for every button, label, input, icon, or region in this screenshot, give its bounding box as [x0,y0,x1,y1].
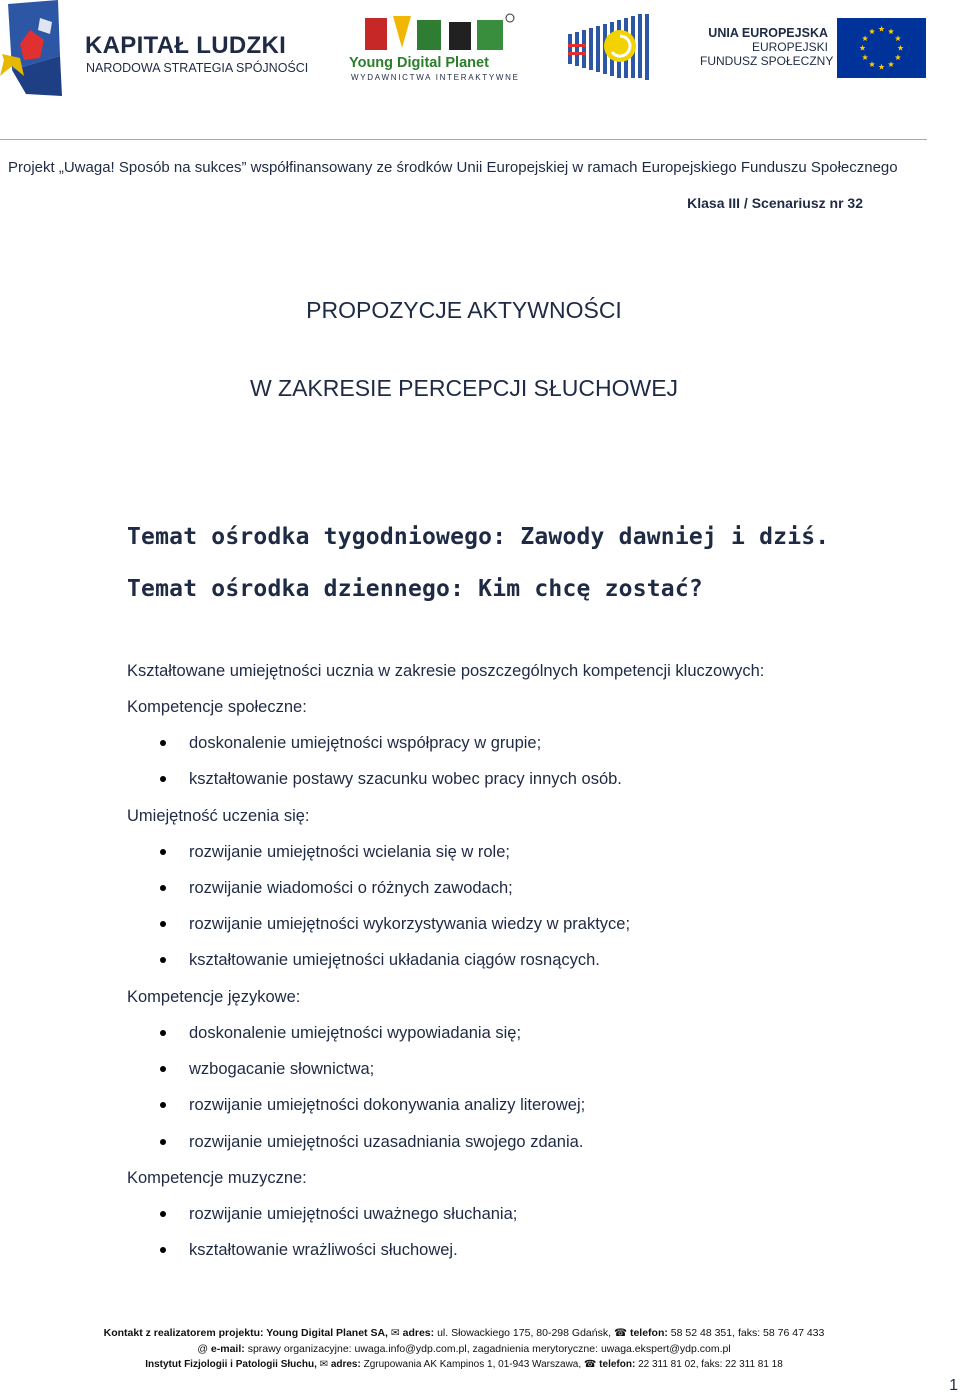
bullet-icon [160,957,166,963]
eu-title: UNIA EUROPEJSKA [708,26,828,40]
envelope-icon: ✉ [390,1327,400,1339]
list-item-text: rozwijanie wiadomości o różnych zawodach; [189,878,513,897]
list-item [127,876,887,912]
footer-institute-address: Zgrupowania AK Kampinos 1, 01-943 Warszawa, [363,1359,582,1370]
footer-institute-phone-label: telefon: [599,1359,636,1370]
bullet-icon [160,1139,166,1145]
bullet-icon [160,1247,166,1253]
list-item [127,1202,887,1238]
bullet-icon [160,740,166,746]
section-social [127,695,887,804]
list-item-text: rozwijanie umiejętności wcielania się w role; [189,842,510,861]
footer-contact-line [0,1327,928,1339]
section-language [127,985,887,1166]
list-item [127,1238,887,1274]
list-item [127,948,887,984]
page-title-line2: W ZAKRESIE PERCEPCJI SŁUCHOWEJ [249,375,679,401]
eu-fund-line1: EUROPEJSKI [751,40,828,54]
ydp-name: Young Digital Planet [349,55,489,71]
at-icon: @ [197,1343,208,1355]
bullet-icon [160,1030,166,1036]
ear-logo-icon [566,14,652,80]
list-item-text: rozwijanie umiejętności wykorzystywania wiedzy w praktyce; [189,915,631,934]
kapital-ludzki-subtitle: NARODOWA STRATEGIA SPÓJNOŚCI [86,61,309,75]
list-item-text: wzbogacanie słownictwa; [189,1060,375,1079]
bullet-list [127,840,887,985]
competencies-body [127,659,887,1275]
footer-institute-label: Instytut Fizjologii i Patologii Słuchu, [145,1359,317,1370]
bullet-icon [160,1211,166,1217]
bullet-list [127,1202,887,1275]
bullet-list [127,1021,887,1166]
footer-email-label: e-mail: [210,1343,245,1355]
section-heading: Umiejętność uczenia się: [127,806,310,825]
phone-icon: ☎ [583,1359,597,1370]
envelope-icon: ✉ [319,1359,329,1370]
footer-email: sprawy organizacyjne: uwaga.info@ydp.com.pl, zagadnienia merytoryczne: uwaga.ekspert@ydp.com.pl [247,1343,731,1355]
list-item-text: rozwijanie umiejętności uzasadniania swojego zdania. [189,1132,584,1151]
list-item [127,840,887,876]
footer-institute-address-label: adres: [330,1359,361,1370]
header-divider [0,139,927,140]
footer-email-line [0,1343,928,1355]
section-heading: Kompetencje muzyczne: [127,1168,307,1187]
list-item [127,1057,887,1093]
list-item-text: kształtowanie umiejętności układania ciągów rosnących. [189,951,600,970]
section-learning [127,804,887,985]
footer-institute-phone: 22 311 81 02, faks: 22 311 81 18 [638,1359,783,1370]
list-item [127,1021,887,1057]
list-item-text: doskonalenie umiejętności współpracy w grupie; [189,734,542,752]
footer-phone-label: telefon: [629,1327,668,1339]
phone-icon: ☎ [613,1327,628,1339]
list-item [127,1130,887,1166]
list-item-text: doskonalenie umiejętności wypowiadania się; [189,1023,522,1042]
list-item [127,912,887,948]
section-music [127,1166,887,1275]
list-item [127,767,887,803]
list-item-text: kształtowanie postawy szacunku wobec pracy innych osób. [189,770,622,789]
bullet-icon [160,776,166,782]
section-heading: Kompetencje społeczne: [127,698,307,716]
list-item-text: rozwijanie umiejętności uważnego słuchania; [189,1204,518,1223]
intro-paragraph: Kształtowane umiejętności ucznia w zakresie poszczególnych kompetencji kluczowych: [127,662,765,680]
page-title-line1: PROPOZYCJE AKTYWNOŚCI [306,297,622,323]
class-scenario-label: Klasa III / Scenariusz nr 32 [687,195,863,211]
list-item [127,731,887,767]
list-item-text: kształtowanie wrażliwości słuchowej. [189,1241,458,1260]
section-heading: Kompetencje językowe: [127,987,301,1006]
bullet-icon [160,885,166,891]
kapital-ludzki-emblem-icon [0,0,85,100]
bullet-icon [160,849,166,855]
list-item-text: rozwijanie umiejętności dokonywania analizy literowej; [189,1096,586,1115]
page-number: 1 [949,1377,958,1394]
eu-fund-line2: FUNDUSZ SPOŁECZNY [700,54,834,68]
weekly-topic: Temat ośrodka tygodniowego: Zawody dawniej i dziś. [127,524,830,550]
ydp-figures-icon [345,10,520,58]
eu-logo-text [700,26,834,68]
footer-address-label: adres: [402,1327,435,1339]
bullet-icon [160,921,166,927]
bullet-icon [160,1066,166,1072]
project-funding-line: Projekt „Uwaga! Sposób na sukces” współfinansowany ze środków Unii Europejskiej w ramach Europejskiego Funduszu Społecznego [8,159,898,176]
footer-institute-line [0,1359,928,1370]
footer-address: ul. Słowackiego 175, 80-298 Gdańsk, [437,1327,612,1339]
ydp-tagline: WYDAWNICTWA INTERAKTYWNE [351,73,520,82]
kapital-ludzki-title: KAPITAŁ LUDZKI [85,32,287,59]
eu-flag-icon [837,18,926,78]
daily-topic: Temat ośrodka dziennego: Kim chcę zostać? [127,576,703,602]
footer-contact-label: Kontakt z realizatorem projektu: Young Digital Planet SA, [103,1327,388,1339]
list-item [127,1093,887,1129]
footer-phone: 58 52 48 351, faks: 58 76 47 433 [670,1327,825,1339]
bullet-icon [160,1102,166,1108]
bullet-list [127,731,887,804]
